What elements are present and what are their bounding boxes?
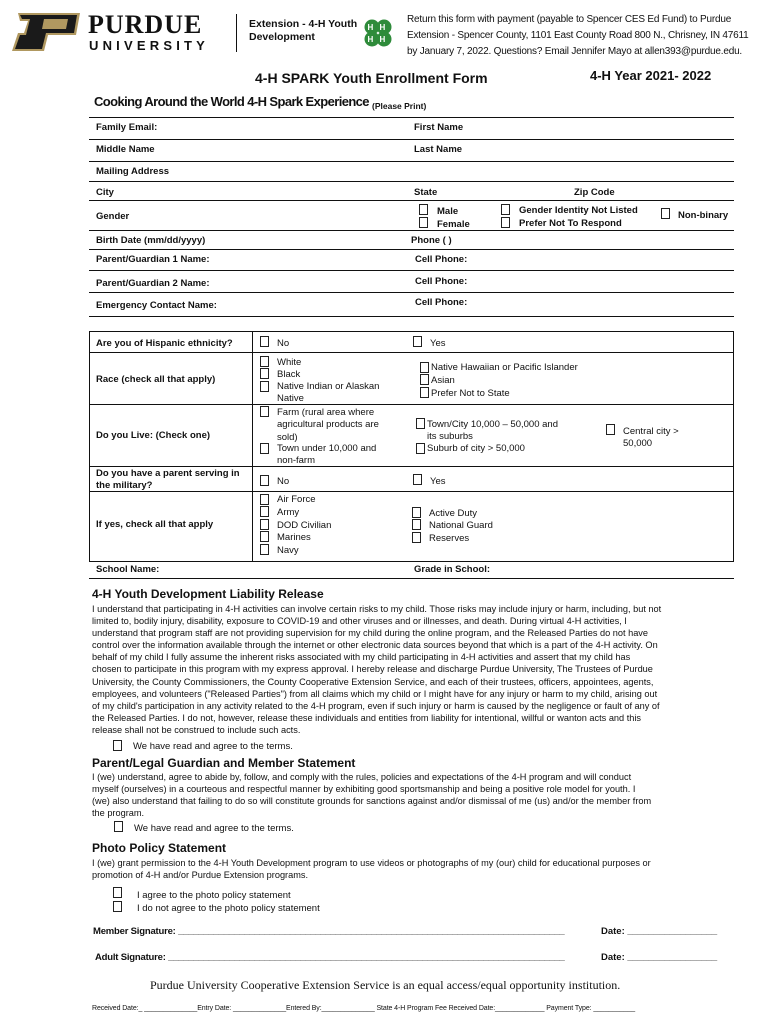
birth-date-label: Birth Date (mm/dd/yyyy) [96, 235, 206, 246]
prefer-not-respond-checkbox[interactable] [501, 217, 510, 228]
adult-date-line[interactable]: Date: _________________ [601, 952, 718, 963]
liability-agree-label: We have read and agree to the terms. [133, 741, 293, 752]
last-name-label: Last Name [414, 144, 463, 155]
grade-label: Grade in School: [414, 564, 491, 575]
non-binary-checkbox[interactable] [661, 208, 670, 219]
race-white-checkbox[interactable] [260, 356, 269, 367]
member-signature-line[interactable]: Member Signature: ____________________________________________________________________________ [93, 926, 565, 937]
hispanic-yes-checkbox[interactable] [413, 336, 422, 347]
race-hawaiian-label: Native Hawaiian or Pacific Islander [431, 362, 578, 373]
rule [89, 270, 734, 271]
hispanic-question: Are you of Hispanic ethnicity? [96, 338, 233, 349]
live-farm-checkbox[interactable] [260, 406, 269, 417]
liability-text: I understand that participating in 4-H activities can involve certain risks to my child. Those risks may include injury or harm, including, but not limited to, bodily injury, disability, exposure to COVID-19 and other viruses and or illnesses, and death. During virtual 4-H activities, I understand that program staff are not providing supervision for my child during the online program, and the Released Parties do not have control over the information available through the internet or other electronic data sources beyond that which is a part of the 4-H activity. On behalf of my child I fully assume the inherent risks associated with my child participating in 4-H activities and assert that my child has chosen to participate in this program with my express approval. I hereby release and discharge Purdue University, The Trustees of Purdue University, the County Commissioners, the County Cooperative Extension Service, and each of their trustees, officers, appointees, agents, employees, and volunteers ("Released Parties") from all claims which my child or I might have for any injury or harm to my child, arising out of my child's participation in any activity related to the 4-H program, even if such injury or harm is caused by the negligence or fault of any of the Released Parties. I do not, however, release these individuals and entities from liability for intentional, willful or wanton acts and this release shall not be construed to include such acts. [92, 604, 662, 735]
rule [89, 117, 734, 118]
live-farm-label: Farm (rural area where agricultural products are sold) [277, 407, 379, 443]
liability-heading: 4-H Youth Development Liability Release [92, 587, 324, 601]
purdue-wordmark: PURDUE [88, 10, 203, 39]
rule [89, 352, 734, 353]
prefer-not-respond-label: Prefer Not To Respond [519, 218, 622, 229]
female-checkbox[interactable] [419, 217, 428, 228]
non-binary-label: Non-binary [678, 210, 729, 221]
reserves-checkbox[interactable] [412, 532, 421, 543]
race-black-checkbox[interactable] [260, 368, 269, 379]
army-label: Army [277, 507, 300, 518]
race-hawaiian-checkbox[interactable] [420, 362, 429, 373]
photo-policy-heading: Photo Policy Statement [92, 841, 227, 855]
air-force-label: Air Force [277, 494, 316, 505]
svg-text:H: H [367, 23, 374, 32]
table-column-divider [252, 331, 253, 562]
svg-text:H: H [379, 23, 386, 32]
gender-label: Gender [96, 211, 130, 222]
svg-text:H: H [367, 35, 374, 44]
rule [89, 292, 734, 293]
national-guard-checkbox[interactable] [412, 519, 421, 530]
rule [89, 491, 734, 492]
4h-clover-icon [362, 17, 394, 49]
race-black-label: Black [277, 369, 301, 380]
navy-checkbox[interactable] [260, 544, 269, 555]
live-suburb-checkbox[interactable] [416, 443, 425, 454]
hispanic-no-label: No [277, 338, 290, 349]
emergency-cell-label: Cell Phone: [415, 297, 468, 308]
emergency-contact-label: Emergency Contact Name: [96, 300, 217, 311]
photo-agree-label: I agree to the photo policy statement [137, 890, 291, 901]
female-label: Female [437, 219, 470, 230]
first-name-label: First Name [414, 122, 464, 133]
city-label: City [96, 187, 114, 198]
rule [89, 249, 734, 250]
race-native-indian-label: Native Indian or Alaskan Native [277, 381, 380, 405]
return-line-1: Return this form with payment (payable to Spencer CES Ed Fund) to Purdue [407, 14, 732, 25]
header-divider [236, 14, 237, 52]
return-instructions [407, 12, 748, 60]
race-question: Race (check all that apply) [96, 374, 216, 385]
parent-agree-label: We have read and agree to the terms. [134, 823, 294, 834]
photo-policy-text: I (we) grant permission to the 4-H Youth Development program to use videos or photographs of my (our) child for educational purposes or promotion of 4-H and/or Purdue Extension programs. [92, 858, 651, 881]
military-branch-question: If yes, check all that apply [96, 519, 214, 530]
experience-subtitle: Cooking Around the World 4-H Spark Experience [94, 94, 369, 109]
military-no-label: No [277, 476, 290, 487]
return-line-3: by January 7, 2022. Questions? Email Jennifer Mayo at allen393@purdue.edu. [407, 46, 743, 57]
live-question: Do you Live: (Check one) [96, 430, 211, 441]
liability-agree-checkbox[interactable] [113, 740, 122, 751]
live-town-city-label: Town/City 10,000 – 50,000 and its suburbs [427, 419, 558, 443]
office-use-line: Received Date:_ ______________Entry Date: ______________Entered By:______________ State 4-H Program Fee Received Date:_____________ Payment Type: ___________ [92, 1005, 636, 1012]
program-year: 4-H Year 2021- 2022 [590, 68, 712, 83]
table-border-left [89, 331, 90, 562]
military-yes-checkbox[interactable] [413, 474, 422, 485]
parent-statement-text: I (we) understand, agree to abide by, follow, and comply with the rules, policies and expectations of the 4-H program and will conduct myself (ourselves) in a courteous and respectful manner by exhibiting good sportsmanship and being a positive role model for youth. I (we) also understand that failing to do so will constitute grounds for sanctions against and/or dismissal of me (us) and/or the member from the program. [92, 772, 652, 819]
parent1-cell-label: Cell Phone: [415, 254, 468, 265]
hispanic-yes-label: Yes [430, 338, 446, 349]
national-guard-label: National Guard [429, 520, 493, 531]
svg-text:H: H [379, 35, 386, 44]
live-town-city-checkbox[interactable] [416, 418, 425, 429]
race-prefer-not-checkbox[interactable] [420, 387, 429, 398]
reserves-label: Reserves [429, 533, 470, 544]
rule [89, 161, 734, 162]
dod-civilian-label: DOD Civilian [277, 520, 332, 531]
extension-line-2: Development [249, 31, 315, 43]
active-duty-checkbox[interactable] [412, 507, 421, 518]
extension-title [249, 18, 357, 44]
rule [89, 561, 734, 562]
parent1-label: Parent/Guardian 1 Name: [96, 254, 210, 265]
photo-disagree-label: I do not agree to the photo policy statement [137, 903, 320, 914]
phone-label: Phone ( ) [411, 235, 452, 246]
member-date-line[interactable]: Date: _________________ [601, 926, 718, 937]
male-label: Male [437, 206, 459, 217]
race-prefer-not-label: Prefer Not to State [431, 388, 510, 399]
rule [89, 316, 734, 317]
zip-label: Zip Code [574, 187, 615, 198]
live-suburb-label: Suburb of city > 50,000 [427, 443, 525, 454]
military-yes-label: Yes [430, 476, 446, 487]
parent-agree-checkbox[interactable] [114, 821, 123, 832]
race-native-indian-checkbox[interactable] [260, 381, 269, 392]
photo-disagree-checkbox[interactable] [113, 901, 122, 912]
photo-agree-checkbox[interactable] [113, 887, 122, 898]
marines-label: Marines [277, 532, 311, 543]
rule [89, 230, 734, 231]
rule [89, 139, 734, 140]
rule [89, 466, 734, 467]
return-line-2: Extension - Spencer County, 1101 East County Road 800 N., Chrisney, IN 47611 [407, 30, 749, 41]
military-question: Do you have a parent serving in the military? [96, 468, 240, 492]
military-no-checkbox[interactable] [260, 475, 269, 486]
gender-not-listed-label: Gender Identity Not Listed [519, 205, 638, 216]
race-asian-label: Asian [431, 375, 455, 386]
rule [89, 331, 734, 332]
parent2-cell-label: Cell Phone: [415, 276, 468, 287]
race-asian-checkbox[interactable] [420, 374, 429, 385]
parent-statement-heading: Parent/Legal Guardian and Member Statement [92, 756, 356, 770]
rule [89, 578, 734, 579]
navy-label: Navy [277, 545, 299, 556]
live-town-under-checkbox[interactable] [260, 443, 269, 454]
live-town-under-label: Town under 10,000 and non-farm [277, 443, 377, 467]
marines-checkbox[interactable] [260, 531, 269, 542]
male-checkbox[interactable] [419, 204, 428, 215]
army-checkbox[interactable] [260, 506, 269, 517]
live-central-city-checkbox[interactable] [606, 424, 615, 435]
equal-opportunity-statement: Purdue University Cooperative Extension Service is an equal access/equal opportunity institution. [150, 978, 621, 992]
air-force-checkbox[interactable] [260, 494, 269, 505]
table-border-right [733, 331, 734, 562]
form-title: 4-H SPARK Youth Enrollment Form [255, 70, 488, 86]
live-central-city-label: Central city > 50,000 [623, 426, 679, 450]
dod-civilian-checkbox[interactable] [260, 519, 269, 530]
hispanic-no-checkbox[interactable] [260, 336, 269, 347]
school-name-label: School Name: [96, 564, 160, 575]
adult-signature-line[interactable]: Adult Signature: ______________________________________________________________________________ [95, 952, 565, 963]
race-white-label: White [277, 357, 302, 368]
extension-line-1: Extension - 4-H Youth [249, 18, 358, 30]
gender-not-listed-checkbox[interactable] [501, 204, 510, 215]
state-label: State [414, 187, 438, 198]
mailing-address-label: Mailing Address [96, 166, 170, 177]
family-email-label: Family Email: [96, 122, 158, 133]
rule [89, 404, 734, 405]
university-wordmark: UNIVERSITY [89, 38, 210, 53]
active-duty-label: Active Duty [429, 508, 478, 519]
rule [89, 181, 734, 182]
parent2-label: Parent/Guardian 2 Name: [96, 278, 210, 289]
rule [89, 200, 734, 201]
purdue-p-logo-icon [10, 11, 85, 53]
please-print-note: (Please Print) [372, 101, 427, 111]
middle-name-label: Middle Name [96, 144, 155, 155]
